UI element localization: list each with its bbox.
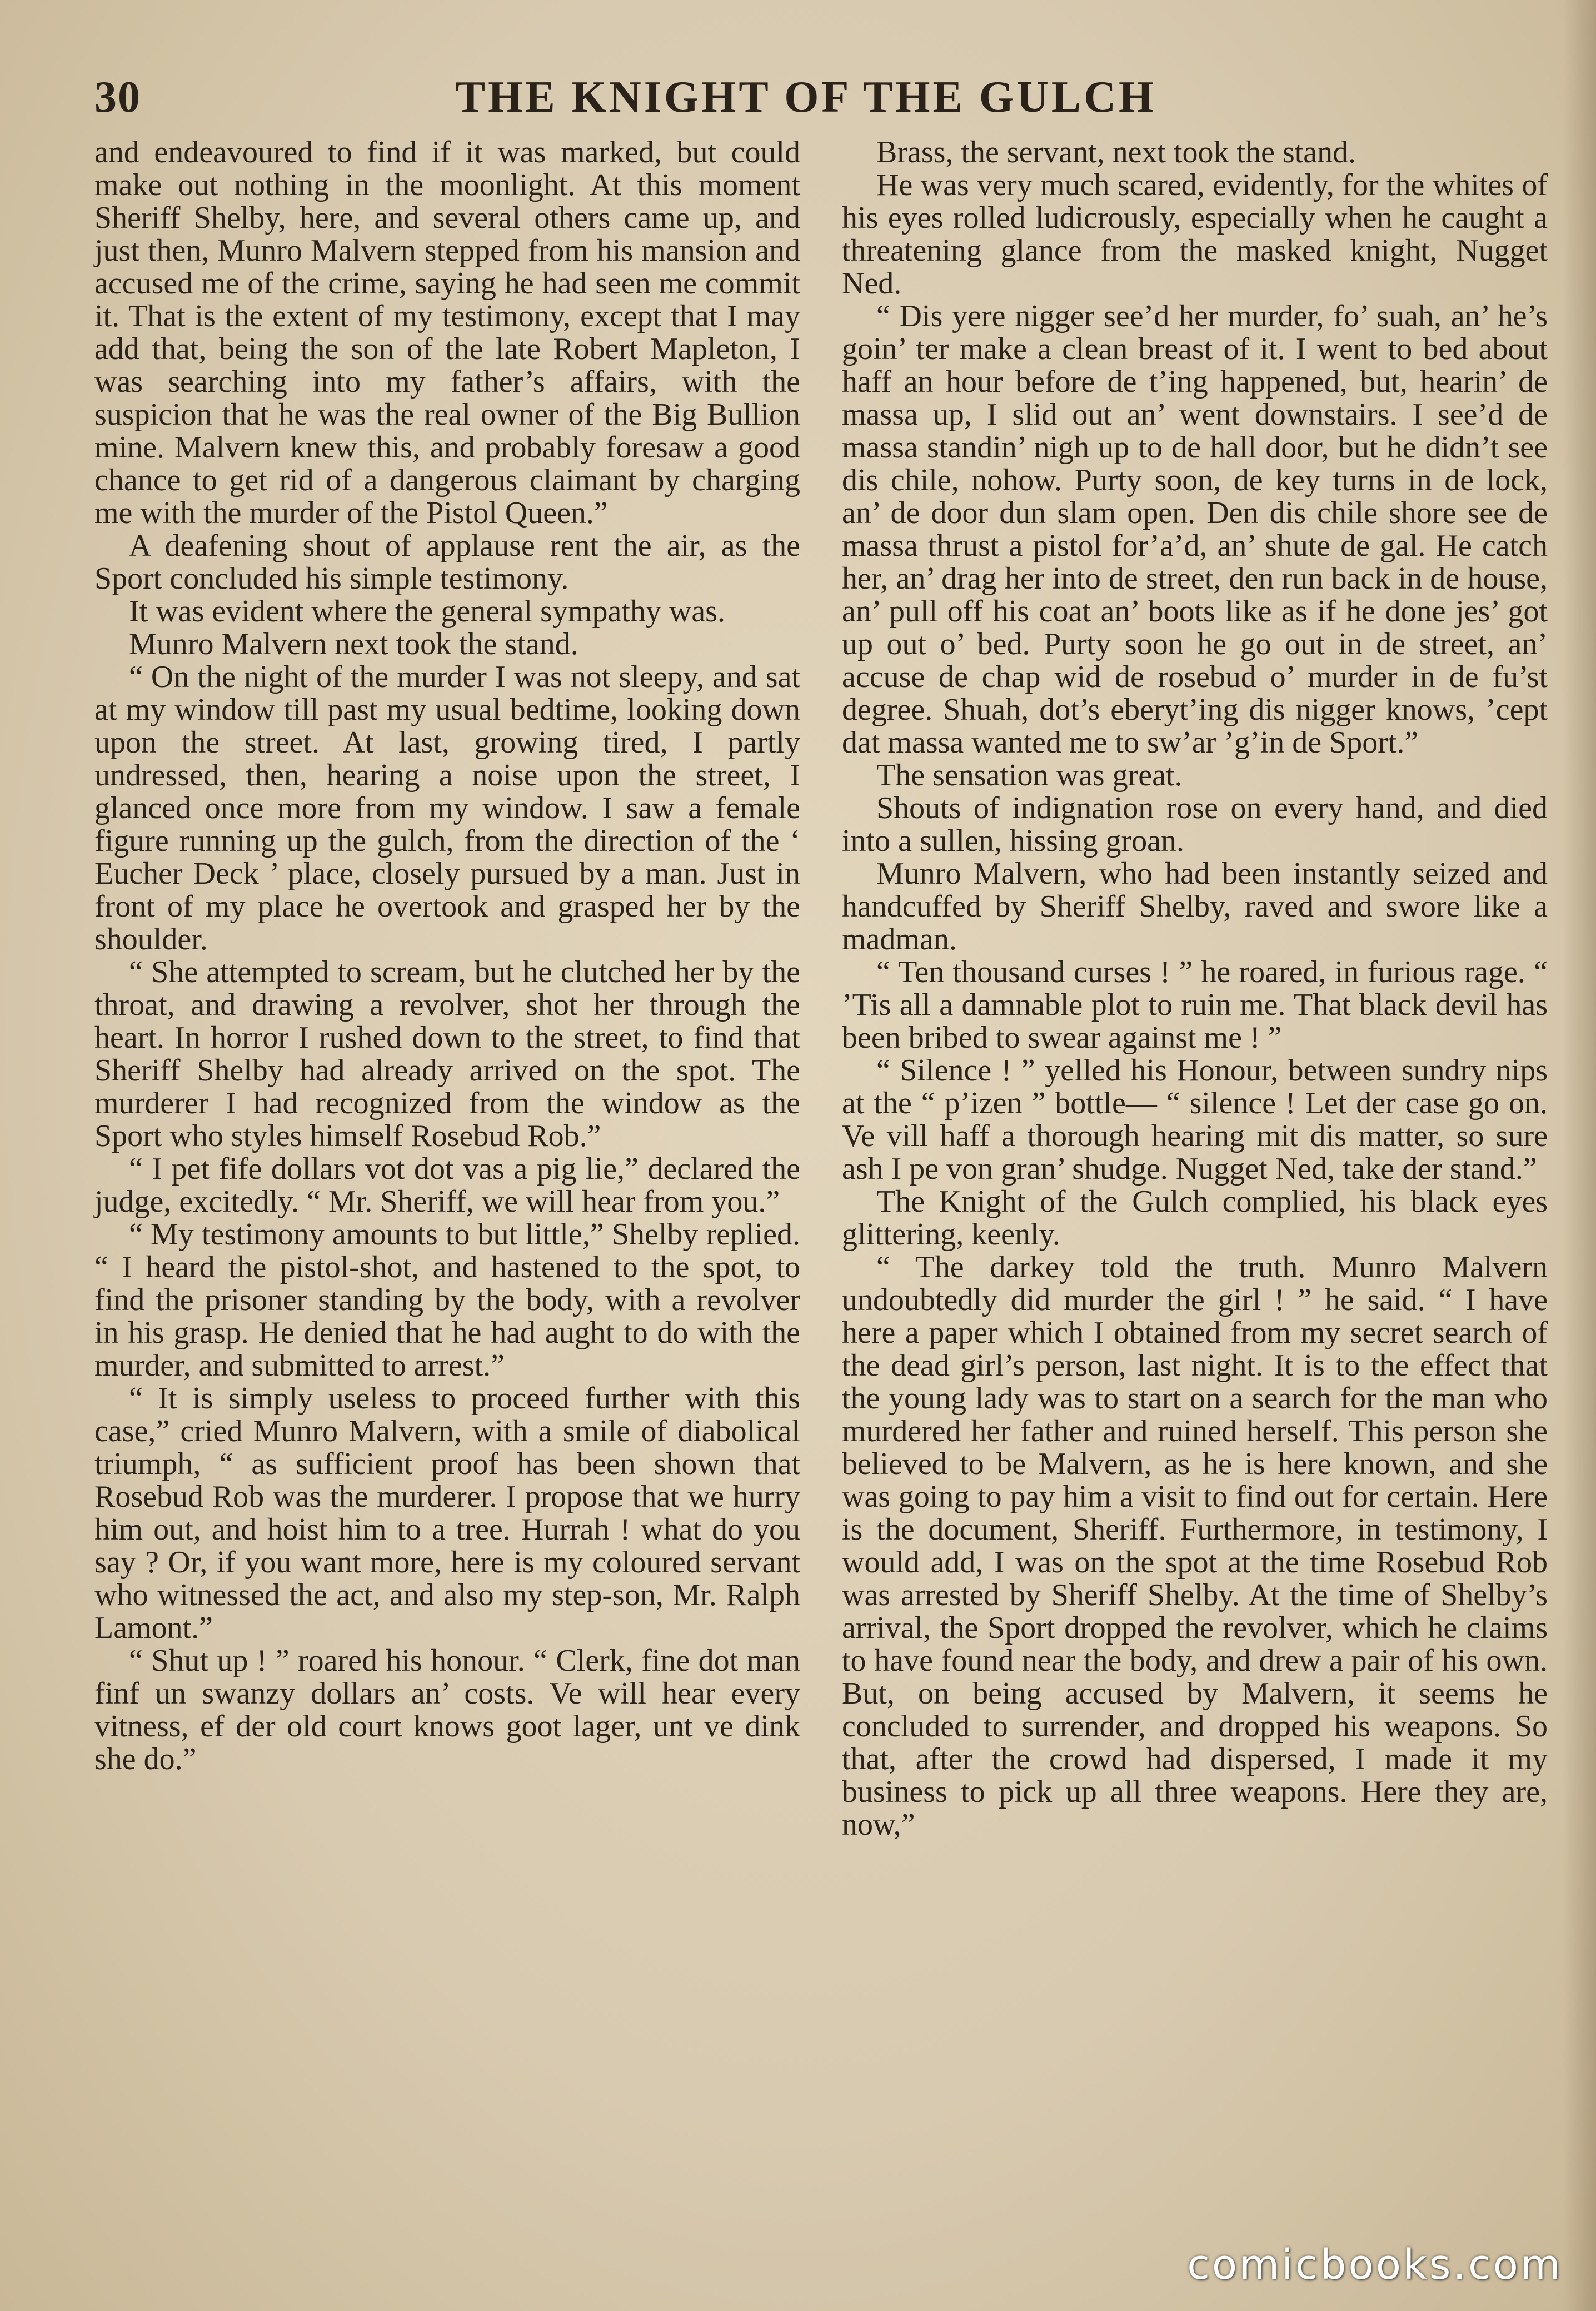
paragraph: “ It is simply useless to proceed further with this case,” cried Munro Malvern, with a smile of diabolical triumph, “ as sufficient proof has been shown that Rosebud Rob was the murderer. I propose that we hurry him out, and hoist him to a tree. Hurrah ! what do you say ? Or, if you want more, here is my coloured servant who witnessed the act, and also my step-son, Mr. Ralph Lamont.” <box>94 1381 800 1645</box>
paragraph: “ The darkey told the truth. Munro Malvern undoubtedly did murder the girl ! ” he said. “ I have here a paper which I obtained from my secret search of the dead girl’s person, last night. It is to the effect that the young lady was to start on a search for the man who murdered her father and ruined herself. This person she believed to be Malvern, as he is here known, and she was going to pay him a visit to find out for certain. Here is the document, Sheriff. Furthermore, in testimony, I would add, I was on the spot at the time Rosebud Rob was arrested by Sheriff Shelby. At the time of Shelby’s arrival, the Sport dropped the revolver, which he claims to have found near the body, and drew a pair of his own. But, on being accused by Malvern, it seems he concluded to surrender, and dropped his weapons. So that, after the crowd had dispersed, I made it my business to pick up all three weapons. Here they are, now,” <box>842 1250 1548 1842</box>
paragraph: “ I pet fife dollars vot dot vas a pig lie,” declared the judge, excitedly. “ Mr. Sheriff, we will hear from you.” <box>94 1152 800 1219</box>
paragraph: A deafening shout of applause rent the air, as the Sport concluded his simple testimony. <box>94 529 800 596</box>
paragraph: Munro Malvern, who had been instantly seized and handcuffed by Sheriff Shelby, raved and swore like a madman. <box>842 856 1548 957</box>
page-edge-shadow <box>1563 0 1596 2311</box>
paragraph: It was evident where the general sympathy was. <box>129 594 725 629</box>
paragraph: “ Dis yere nigger see’d her murder, fo’ suah, an’ he’s goin’ ter make a clean breast of it. I went to bed about haff an hour before de t’ing happened, but, hearin’ de massa up, I slid out an’ went downstairs. I see’d de massa standin’ nigh up to de hall door, but he didn’t see dis chile, nohow. Purty soon, de key turns in de lock, an’ de door dun slam open. Den dis chile shore see de massa thrust a pistol for’a’d, an’ shute de gal. He catch her, an’ drag her into de street, den run back in de house, an’ pull off his coat an’ boots like as if he done jes’ got up out o’ bed. Purty soon he go out in de street, an’ accuse de chap wid de rosebud o’ murder in de fu’st degree. Shuah, dot’s eberyt’ing dis nigger knows, ’cept dat massa wanted me to sw’ar ’g’in de Sport.” <box>842 299 1548 760</box>
paragraph: Munro Malvern next took the stand. <box>129 627 578 661</box>
paragraph: “ My testimony amounts to but little,” Shelby replied. “ I heard the pistol-shot, and hastened to the spot, to find the prisoner standing by the body, with a revolver in his grasp. He denied that he had aught to do with the murder, and submitted to arrest.” <box>94 1217 800 1383</box>
paragraph: “ Ten thousand curses ! ” he roared, in furious rage. “ ’Tis all a damnable plot to ruin me. That black devil has been bribed to swear against me ! ” <box>842 955 1548 1055</box>
paragraph: “ She attempted to scream, but he clutched her by the throat, and drawing a revolver, shot her through the heart. In horror I rushed down to the street, to find that Sheriff Shelby had already arrived on the spot. The murderer I had recognized from the window as the Sport who styles himself Rosebud Rob.” <box>94 955 800 1153</box>
paragraph: and endeavoured to find if it was marked, but could make out nothing in the moonlight. At this moment Sheriff Shelby, here, and several others came up, and just then, Munro Malvern stepped from his mansion and accused me of the crime, saying he had seen me commit it. That is the extent of my testimony, except that I may add that, being the son of the late Robert Mapleton, I was searching into my father’s affairs, with the suspicion that he was the real owner of the Big Bullion mine. Malvern knew this, and probably foresaw a good chance to get rid of a dangerous claimant by charging me with the murder of the Pistol Queen.” <box>94 135 800 530</box>
paragraph: Brass, the servant, next took the stand. <box>876 135 1356 170</box>
right-column <box>842 136 1548 1841</box>
left-column <box>94 136 800 1776</box>
paragraph: “ On the night of the murder I was not sleepy, and sat at my window till past my usual bedtime, looking down upon the street. At last, growing tired, I partly undressed, then, hearing a noise upon the street, I glanced once more from my window. I saw a female figure running up the gulch, from the direction of the ‘ Eucher Deck ’ place, closely pursued by a man. Just in front of my place he overtook and grasped her by the shoulder. <box>94 660 800 957</box>
watermark: comicbooks.com <box>1187 2241 1563 2289</box>
book-title: THE KNIGHT OF THE GULCH <box>455 73 1156 122</box>
paragraph: He was very much scared, evidently, for the whites of his eyes rolled ludicrously, especially when he caught a threatening glance from the masked knight, Nugget Ned. <box>842 168 1548 301</box>
paragraph: The Knight of the Gulch complied, his black eyes glittering, keenly. <box>842 1184 1548 1252</box>
paragraph: Shouts of indignation rose on every hand, and died into a sullen, hissing groan. <box>842 791 1548 858</box>
paragraph: The sensation was great. <box>876 758 1183 793</box>
paragraph: “ Silence ! ” yelled his Honour, between sundry nips at the “ p’izen ” bottle— “ silence ! Let der case go on. Ve vill haff a thorough hearing mit dis matter, so sure ash I pe von gran’ shudge. Nugget Ned, take der stand.” <box>842 1053 1548 1186</box>
page-number: 30 <box>94 73 141 122</box>
paragraph: “ Shut up ! ” roared his honour. “ Clerk, fine dot man finf un swanzy dollars an’ costs. Ve will hear every vitness, ef der old court knows goot lager, unt ve dink she do.” <box>94 1643 800 1776</box>
running-head <box>94 67 1517 133</box>
